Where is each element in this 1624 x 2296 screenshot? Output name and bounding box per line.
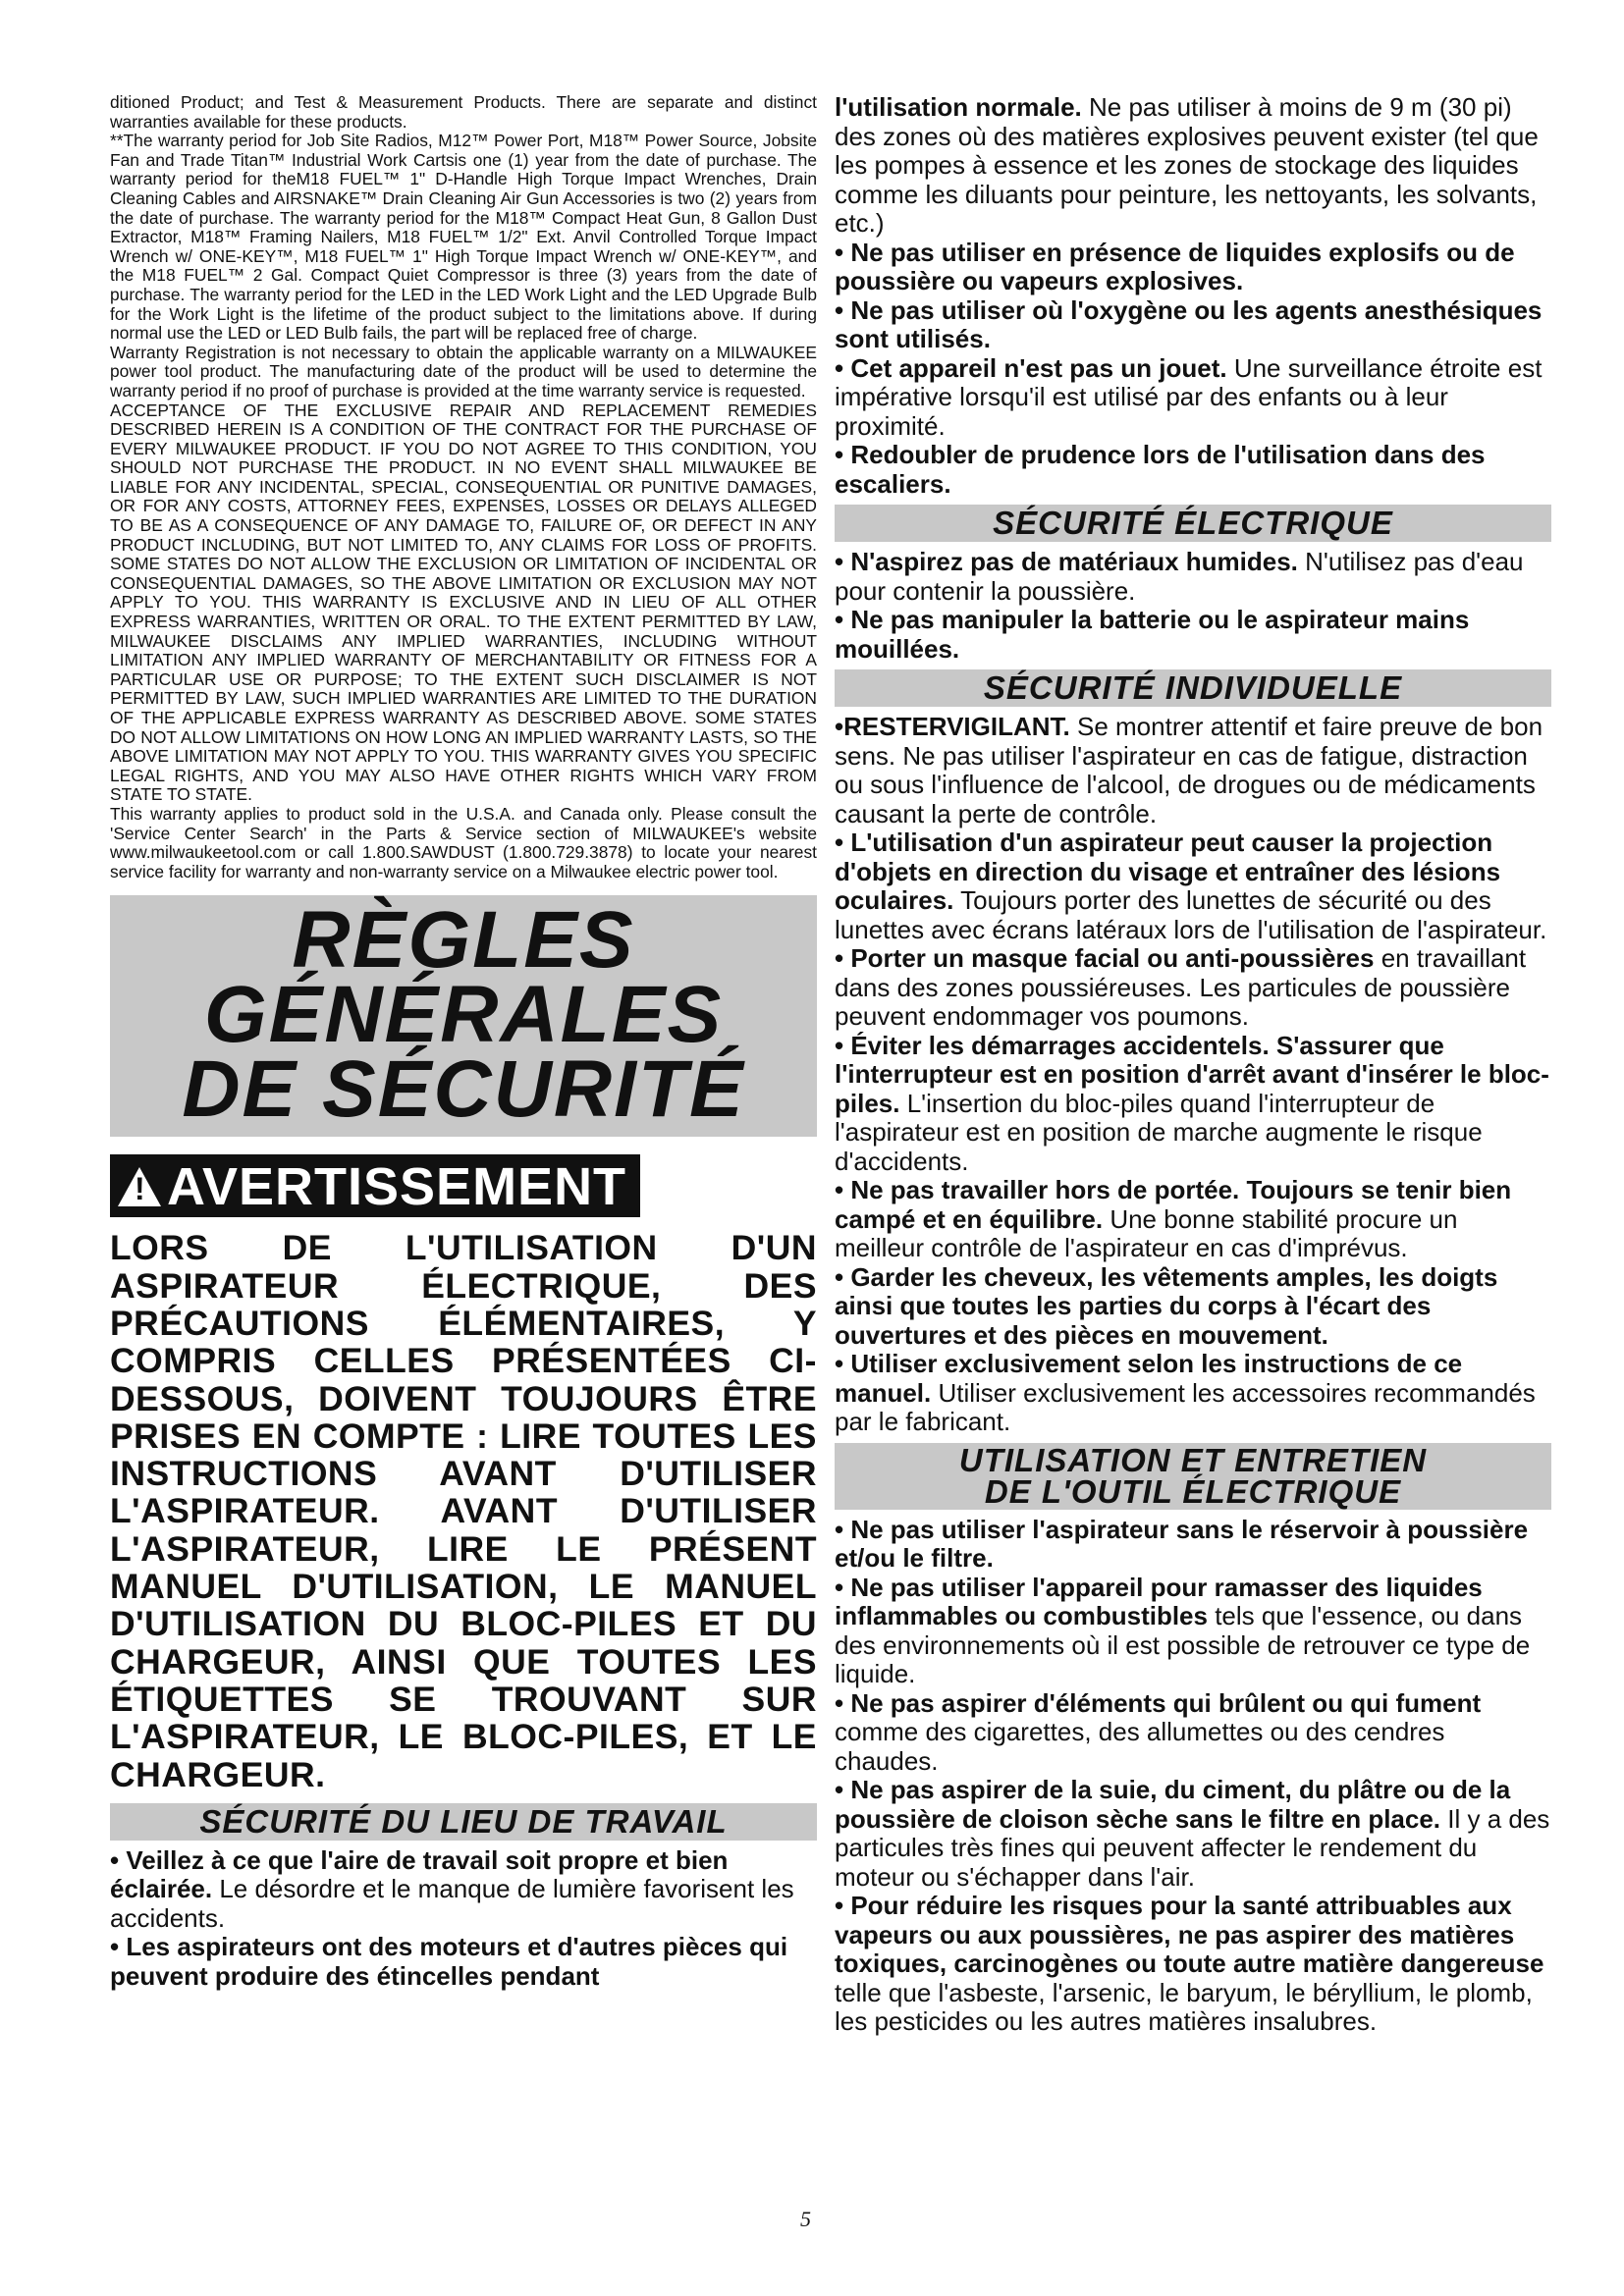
item-bold: • Utiliser exclusivement selon les instructions de ce manuel. xyxy=(835,1349,1463,1408)
general-safety-banner xyxy=(110,895,817,1137)
list-item xyxy=(835,1176,1551,1263)
warranty-paragraph: Warranty Registration is not necessary to obtain the applicable warranty on a MILWAUKEE power tool product. The manufacturing date of the product will be used to determine the warranty period if no proof of purchase is provided at the time warranty service is requested. xyxy=(110,342,817,400)
list-item xyxy=(835,1574,1551,1689)
list-item xyxy=(835,93,1551,239)
banner-line: DE SÉCURITÉ xyxy=(182,1044,745,1135)
item-text: Ne pas utiliser à moins de 9 m (30 pi) des zones où des matières explosives peuvent exister (tel que les pompes à essence et les zones de stockage des liquides comme les diluants pour peinture, les nettoyants, les solvants, etc.) xyxy=(835,92,1539,238)
item-text: N'utilisez pas d'eau pour contenir la poussière. xyxy=(835,547,1524,606)
warning-label xyxy=(110,1154,640,1217)
warranty-paragraph: This warranty applies to product sold in the U.S.A. and Canada only. Please consult the 'Service Center Search' in the Parts & Service section of MILWAUKEE's website www.milwaukeetool.com or call 1.800.SAWDUST (1.800.729.3878) to locate your nearest service facility for warranty and non-warranty service on a Milwaukee electric power tool. xyxy=(110,803,817,881)
item-text: telle que l'asbeste, l'arsenic, le baryum, le béryllium, le plomb, les pesticides ou les autres matières insalubres. xyxy=(835,1977,1533,2036)
section-title-electrical: SÉCURITÉ ÉLECTRIQUE xyxy=(835,505,1551,542)
list-item xyxy=(835,296,1551,354)
item-bold: • Porter un masque facial ou anti-poussières xyxy=(835,943,1375,973)
list-item xyxy=(835,441,1551,499)
item-bold: • Éviter les démarrages accidentels. S'assurer que l'interrupteur est en position d'arrêt avant d'insérer le bloc-piles. xyxy=(835,1030,1549,1118)
warranty-text xyxy=(110,93,817,881)
list-item xyxy=(835,944,1551,1032)
item-bold: • Garder les cheveux, les vêtements amples, les doigts ainsi que toutes les parties du corps à l'écart des ouvertures et des pièces en mouvement. xyxy=(835,1261,1498,1350)
list-item xyxy=(110,1846,817,1934)
item-text: comme des cigarettes, des allumettes ou des cendres chaudes. xyxy=(835,1717,1445,1776)
item-bold: • Redoubler de prudence lors de l'utilisation dans des escaliers. xyxy=(835,440,1486,499)
warranty-paragraph: **The warranty period for Job Site Radios, M12™ Power Port, M18™ Power Source, Jobsite Fan and Trade Titan™ Industrial Work Cartsis one (1) year from the date of purchase. The warranty period for theM18 FUEL™ 1" D-Handle High Torque Impact Wrenches, Drain Cleaning Cables and AIRSNAKE™ Drain Cleaning Air Gun Accessories is two (2) years from the date of purchase. The warranty period for the M18™ Compact Heat Gun, 8 Gallon Dust Extractor, M18™ Framing Nailers, M18 FUEL™ 1/2" Ext. Anvil Controlled Torque Impact Wrench w/ ONE-KEY™, M18 FUEL™ 1" High Torque Impact Wrench w/ ONE-KEY™, and the M18 FUEL™ 2 Gal. Compact Quiet Compressor is three (3) years from the date of purchase. The warranty period for the LED in the LED Work Light and the LED Upgrade Bulb for the Work Light is the lifetime of the product subject to the limitations above. If during normal use the LED or LED Bulb fails, the part will be replaced free of charge. xyxy=(110,131,817,344)
warning-triangle-icon: ! xyxy=(118,1167,161,1206)
list-item xyxy=(835,606,1551,664)
item-bold: • Ne pas travailler hors de portée. Toujours se tenir bien campé et en équilibre. xyxy=(835,1175,1512,1234)
section-title-work-area: SÉCURITÉ DU LIEU DE TRAVAIL xyxy=(110,1803,817,1841)
item-text: Se montrer attentif et faire preuve de bon sens. Ne pas utiliser l'aspirateur en cas de fatigue, distraction ou sous l'influence de l'alcool, de drogues ou de médicaments causant la perte de contrôle. xyxy=(835,712,1543,828)
item-bold: l'utilisation normale. xyxy=(835,92,1082,122)
banner-line: GÉNÉRALES xyxy=(203,970,724,1060)
item-text: L'insertion du bloc-piles quand l'interrupteur de l'aspirateur est en position de marche augmente le risque d'accidents. xyxy=(835,1088,1483,1176)
warranty-paragraph: ACCEPTANCE OF THE EXCLUSIVE REPAIR AND REPLACEMENT REMEDIES DESCRIBED HEREIN IS A CONDITION OF THE CONTRACT FOR THE PURCHASE OF EVERY MILWAUKEE PRODUCT. IF YOU DO NOT AGREE TO THIS CONDITION, YOU SHOULD NOT PURCHASE THE PRODUCT. IN NO EVENT SHALL MILWAUKEE BE LIABLE FOR ANY INCIDENTAL, SPECIAL, CONSEQUENTIAL OR PUNITIVE DAMAGES, OR FOR ANY COSTS, ATTORNEY FEES, EXPENSES, LOSSES OR DELAYS ALLEGED TO BE AS A CONSEQUENCE OF ANY DAMAGE TO, FAILURE OF, OR DEFECT IN ANY PRODUCT INCLUDING, BUT NOT LIMITED TO, ANY CLAIMS FOR LOSS OF PROFITS. SOME STATES DO NOT ALLOW THE EXCLUSION OR LIMITATION OF INCIDENTAL OR CONSEQUENTIAL DAMAGES, SO THE ABOVE LIMITATION OR EXCLUSION MAY NOT APPLY TO YOU. THIS WARRANTY IS EXCLUSIVE AND IN LIEU OF ALL OTHER EXPRESS WARRANTIES, WRITTEN OR ORAL. TO THE EXTENT PERMITTED BY LAW, MILWAUKEE DISCLAIMS ANY IMPLIED WARRANTIES, INCLUDING WITHOUT LIMITATION ANY IMPLIED WARRANTY OF MERCHANTABILITY OR FITNESS FOR A PARTICULAR USE OR PURPOSE; TO THE EXTENT SUCH DISCLAIMER IS NOT PERMITTED BY LAW, SUCH IMPLIED WARRANTIES ARE LIMITED TO THE DURATION OF THE APPLICABLE EXPRESS WARRANTY AS DESCRIBED ABOVE. SOME STATES DO NOT ALLOW LIMITATIONS ON HOW LONG AN IMPLIED WARRANTY LASTS, SO THE ABOVE LIMITATION MAY NOT APPLY TO YOU. THIS WARRANTY GIVES YOU SPECIFIC LEGAL RIGHTS, AND YOU MAY ALSO HAVE OTHER RIGHTS WHICH VARY FROM STATE TO STATE. xyxy=(110,400,817,805)
list-item xyxy=(835,828,1551,944)
item-bold: • N'aspirez pas de matériaux humides. xyxy=(835,547,1298,576)
item-bold: • Ne pas manipuler la batterie ou le aspirateur mains mouillées. xyxy=(835,605,1470,664)
right-column xyxy=(835,93,1551,2037)
warranty-paragraph: ditioned Product; and Test & Measurement Products. There are separate and distinct warranties available for these products. xyxy=(110,92,817,132)
item-text: Une bonne stabilité procure un meilleur contrôle de l'aspirateur en cas d'imprévus. xyxy=(835,1203,1458,1262)
list-item xyxy=(835,1263,1551,1351)
section-title-personal: SÉCURITÉ INDIVIDUELLE xyxy=(835,669,1551,707)
page-number: 5 xyxy=(800,2207,811,2231)
list-item xyxy=(835,354,1551,442)
item-bold: • Ne pas utiliser en présence de liquides explosifs ou de poussière ou vapeurs explosives. xyxy=(835,237,1515,295)
item-text: Il y a des particules très fines qui peuvent affecter le rendement du moteur ou s'échapper dans l'air. xyxy=(835,1803,1550,1892)
item-text: en travaillant dans des zones poussiéreuses. Les particules de poussière peuvent endommager vos poumons. xyxy=(835,943,1527,1031)
warning-label-text: AVERTISSEMENT xyxy=(167,1157,627,1217)
item-bold: • Pour réduire les risques pour la santé attribuables aux vapeurs ou aux poussières, ne pas aspirer des matières toxiques, carcinogènes ou toute autre matière dangereuse xyxy=(835,1891,1544,1978)
list-item xyxy=(835,1776,1551,1892)
list-item xyxy=(835,1350,1551,1437)
item-bold: • Les aspirateurs ont des moteurs et d'autres pièces qui peuvent produire des étincelles pendant xyxy=(110,1932,788,1991)
item-text: Toujours porter des lunettes de sécurité ou des lunettes avec écrans latéraux lors de l'utilisation de l'aspirateur. xyxy=(835,885,1547,944)
list-item xyxy=(835,713,1551,828)
item-bold: •RESTERVIGILANT. xyxy=(835,712,1070,741)
list-item xyxy=(835,1516,1551,1574)
item-text: Le désordre et le manque de lumière favorisent les accidents. xyxy=(110,1874,794,1933)
list-item xyxy=(835,1892,1551,2037)
item-bold: • Ne pas utiliser où l'oxygène ou les agents anesthésiques sont utilisés. xyxy=(835,294,1543,353)
item-bold: • Ne pas utiliser l'aspirateur sans le réservoir à poussière et/ou le filtre. xyxy=(835,1514,1529,1573)
item-text: Utiliser exclusivement les accessoires recommandés par le fabricant. xyxy=(835,1377,1536,1436)
section-title-line: DE L'OUTIL ÉLECTRIQUE xyxy=(984,1472,1402,1510)
section-title-line: UTILISATION ET ENTRETIEN xyxy=(958,1441,1428,1478)
item-bold: • Ne pas utiliser l'appareil pour ramasser des liquides inflammables ou combustibles xyxy=(835,1572,1483,1630)
list-item xyxy=(835,548,1551,606)
list-item xyxy=(110,1933,817,1991)
left-column xyxy=(110,93,817,1991)
banner-line: RÈGLES xyxy=(292,895,635,986)
item-text: Une surveillance étroite est impérative lorsqu'il est utilisé par des enfants ou à leur proximité. xyxy=(835,352,1543,441)
item-bold: • Ne pas aspirer de la suie, du ciment, du plâtre ou de la poussière de cloison sèche sans le filtre en place. xyxy=(835,1775,1511,1834)
item-text: tels que l'essence, ou dans des environnements où il est possible de retrouver ce type de liquide. xyxy=(835,1601,1531,1688)
warning-text: LORS DE L'UTILISATION D'UN ASPIRATEUR ÉLECTRIQUE, DES PRÉCAUTIONS ÉLÉMENTAIRES, Y COMPRIS CELLES PRÉSENTÉES CI-DESSOUS, DOIVENT TOUJOURS ÊTRE PRISES EN COMPTE : LIRE TOUTES LES INSTRUCTIONS AVANT D'UTILISER L'ASPIRATEUR. AVANT D'UTILISER L'ASPIRATEUR, LIRE LE PRÉSENT MANUEL D'UTILISATION, LE MANUEL D'UTILISATION DU BLOC-PILES ET DU CHARGEUR, AINSI QUE TOUTES LES ÉTIQUETTES SE TROUVANT SUR L'ASPIRATEUR, LE BLOC-PILES, ET LE CHARGEUR. xyxy=(110,1228,817,1794)
item-bold: • Veillez à ce que l'aire de travail soit propre et bien éclairée. xyxy=(110,1844,729,1904)
list-item xyxy=(835,239,1551,296)
list-item xyxy=(835,1032,1551,1177)
item-bold: • Cet appareil n'est pas un jouet. xyxy=(835,352,1227,383)
list-item xyxy=(835,1689,1551,1777)
section-title-use-care xyxy=(835,1443,1551,1510)
item-bold: • Ne pas aspirer d'éléments qui brûlent ou qui fument xyxy=(835,1687,1482,1718)
item-bold: • L'utilisation d'un aspirateur peut causer la projection d'objets en direction du visage et entraîner des lésions oculaires. xyxy=(835,828,1501,915)
